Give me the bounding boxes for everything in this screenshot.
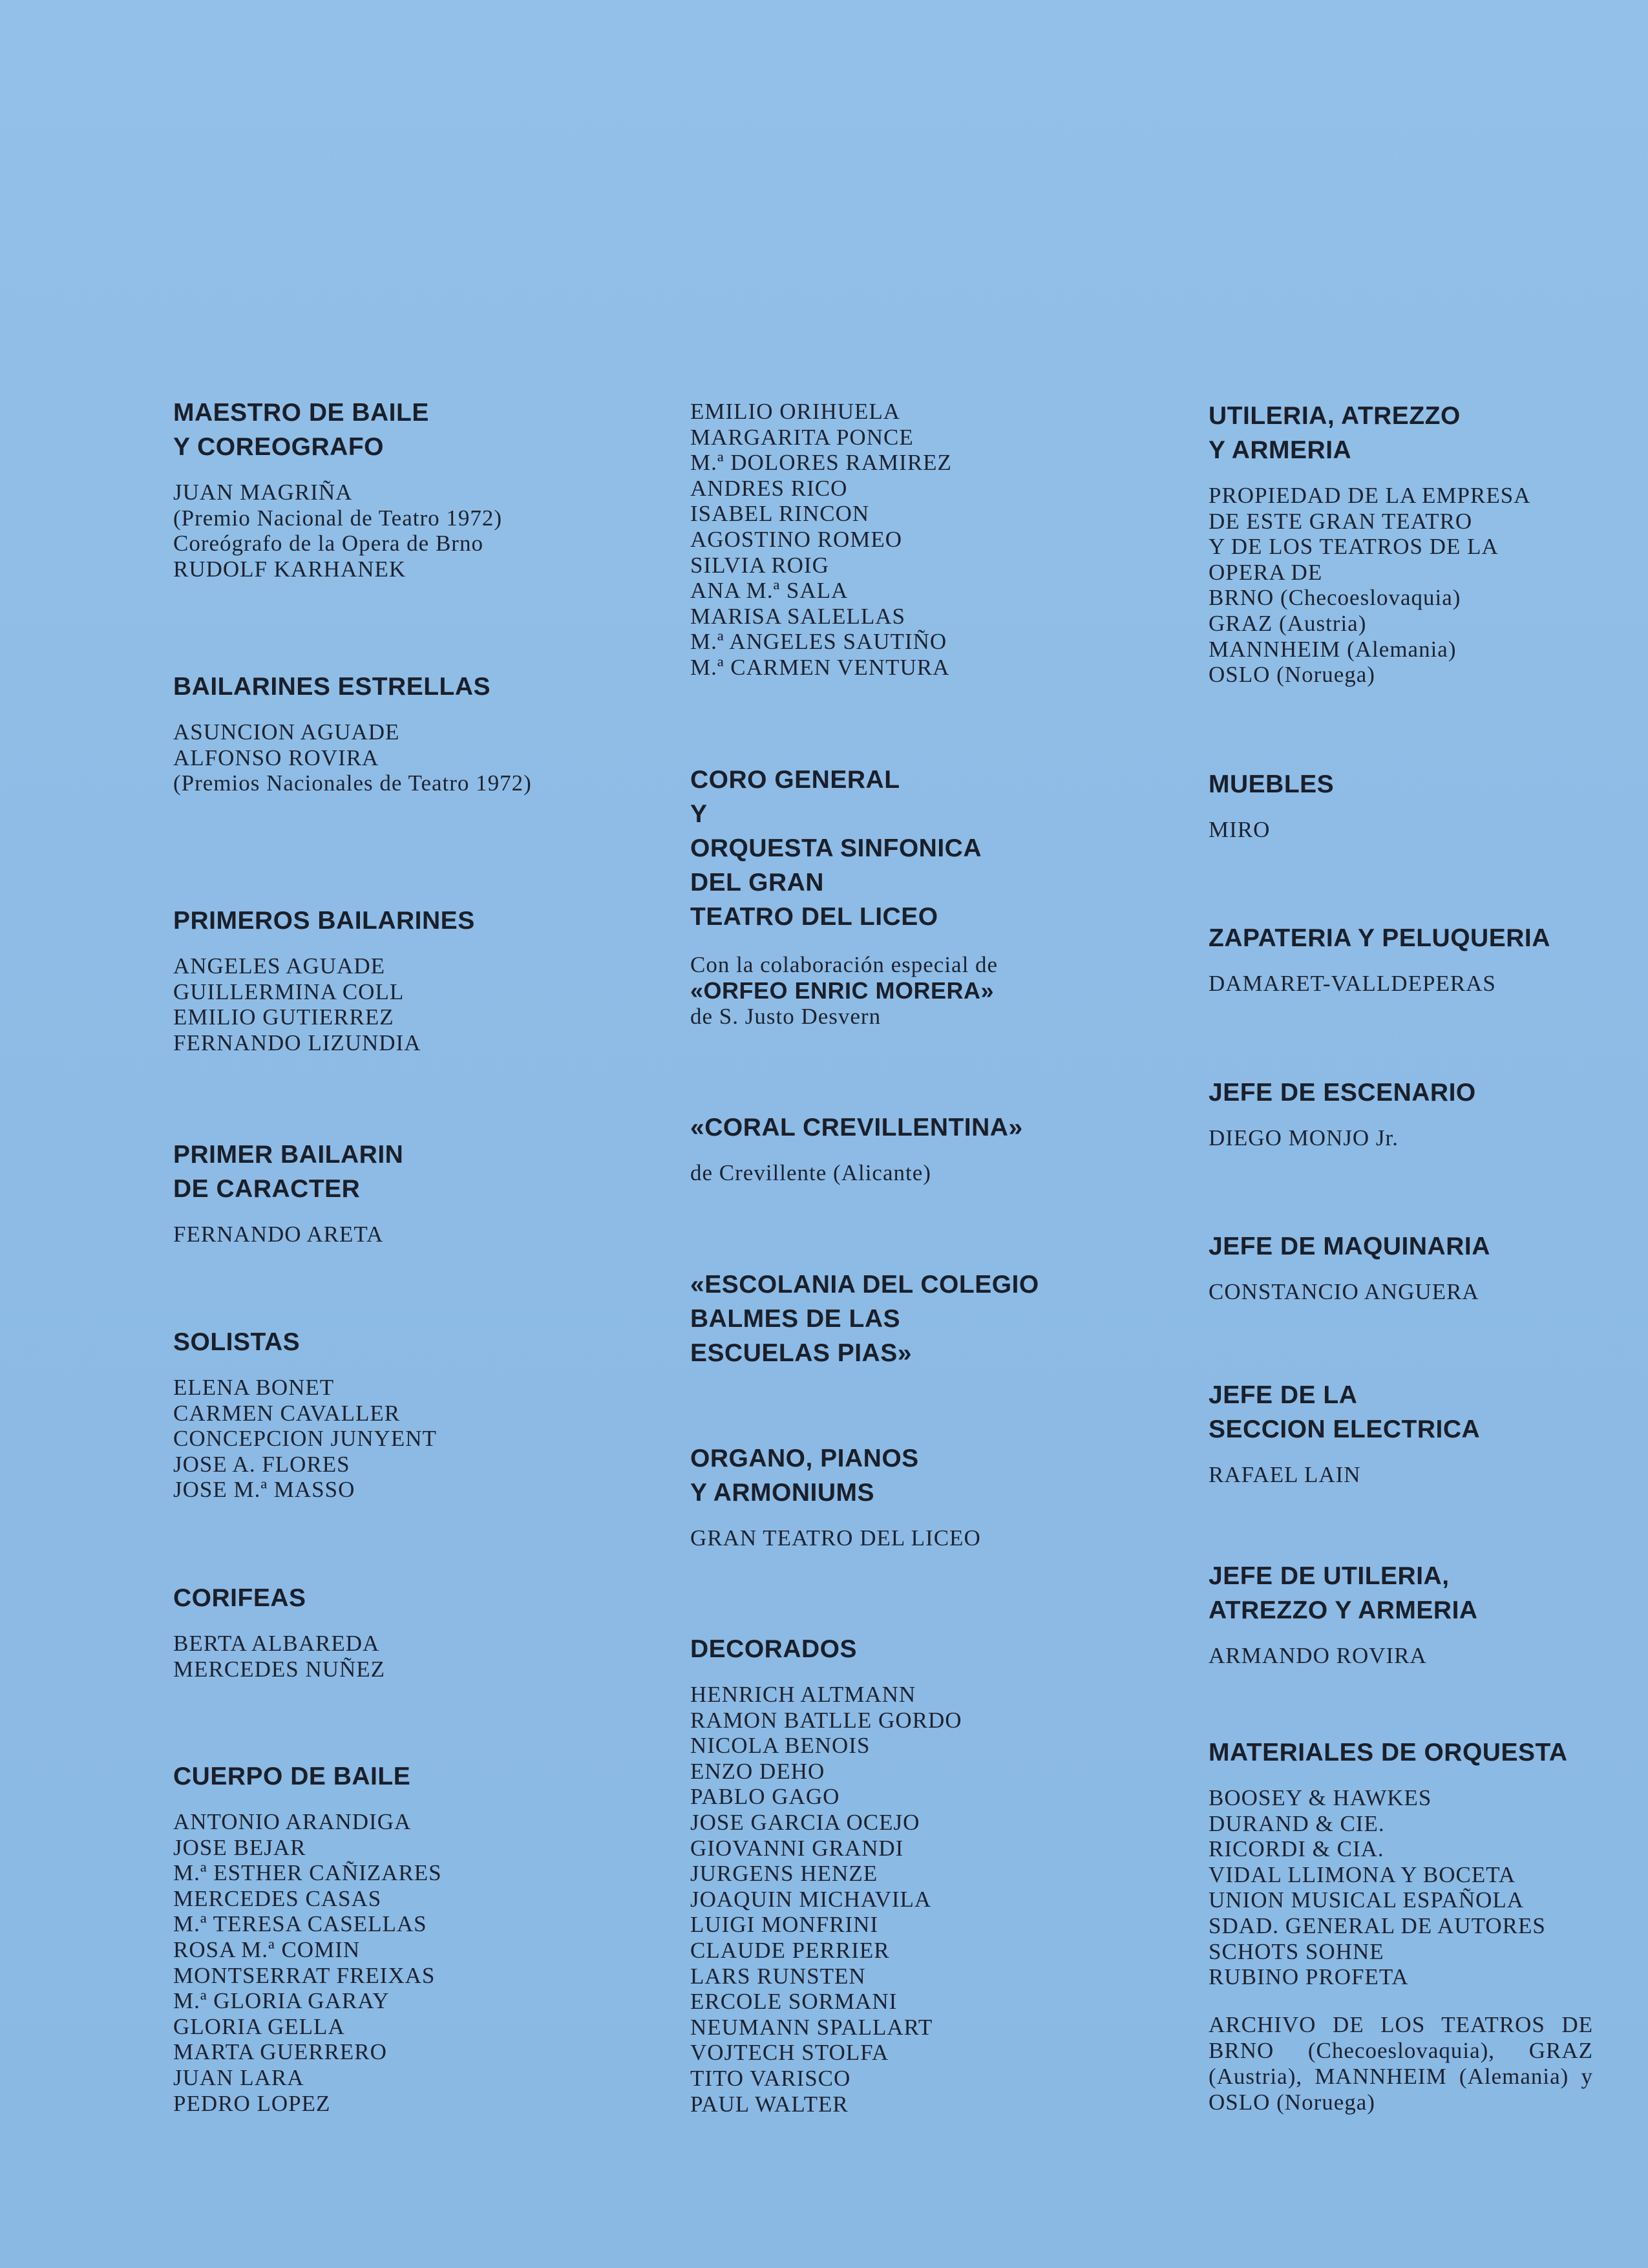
list-item: ANGELES AGUADE [173,953,386,979]
coro-orfeo-place: de S. Justo Desvern [690,1004,882,1029]
heading-escenario: JEFE DE ESCENARIO [1209,1079,1476,1107]
list-item: DIEGO MONJO Jr. [1209,1125,1399,1150]
list-item: MARGARITA PONCE [690,424,914,450]
list-item: MARISA SALELLAS [690,603,905,629]
list-item: Y DE LOS TEATROS DE LA [1209,534,1499,560]
list-electrica [1209,1462,1480,1488]
section-cuerpo-continued [690,399,952,681]
section-electrica [1209,1378,1480,1488]
list-item: MARTA GUERRERO [173,2039,387,2065]
list-escenario [1209,1125,1476,1151]
list-muebles [1209,817,1334,843]
list-item: ERCOLE SORMANI [690,1989,898,2015]
list-item: (Premio Nacional de Teatro 1972) [173,505,503,531]
list-item: CLAUDE PERRIER [690,1937,890,1963]
heading-cuerpo: CUERPO DE BAILE [173,1763,411,1790]
list-item: M.ª GLORIA GARAY [173,1988,390,2014]
list-item: FERNANDO ARETA [173,1222,384,1247]
list-item: PABLO GAGO [690,1784,840,1810]
heading-zapateria: ZAPATERIA Y PELUQUERIA [1209,924,1550,952]
list-item: JURGENS HENZE [690,1861,878,1887]
list-item: BOOSEY & HAWKES [1209,1785,1432,1810]
list-item: BERTA ALBAREDA [173,1631,380,1656]
list-item: GUILLERMINA COLL [173,979,405,1004]
list-item: MIRO [1209,817,1271,842]
coro-collab: Con la colaboración especial de [690,952,998,977]
list-corifeas [173,1631,385,1682]
list-organo [690,1525,981,1551]
heading-organo: ORGANO, PIANOS Y ARMONIUMS [690,1445,919,1507]
list-item: GLORIA GELLA [173,2013,345,2039]
section-primeros [173,904,475,1055]
list-item: GRAZ (Austria) [1209,610,1367,636]
list-item: MERCEDES CASAS [173,1885,382,1911]
list-item: M.ª ANGELES SAUTIÑO [690,629,947,655]
list-item: SCHOTS SOHNE [1209,1938,1384,1964]
list-item: RICORDI & CIA. [1209,1836,1384,1862]
section-escolania [690,1267,1039,1370]
list-maestro [173,480,502,582]
list-estrellas [173,719,558,770]
list-item: JOSE M.ª MASSO [173,1477,355,1503]
heading-electrica: JEFE DE LA SECCION ELECTRICA [1209,1381,1481,1443]
section-coral [690,1110,1023,1186]
heading-materiales: MATERIALES DE ORQUESTA [1209,1739,1568,1766]
section-materiales [1209,1735,1593,2115]
list-item: UNION MUSICAL ESPAÑOLA [1209,1887,1525,1913]
heading-maquinaria: JEFE DE MAQUINARIA [1209,1233,1490,1260]
heading-corifeas: CORIFEAS [173,1584,306,1612]
list-cuerpo [173,1809,442,2116]
list-item: PAUL WALTER [690,2091,849,2117]
list-item: M.ª ESTHER CAÑIZARES [173,1860,442,1886]
section-jefe-utileria [1209,1559,1478,1669]
list-item: JOSE A. FLORES [173,1451,350,1477]
list-item: JOAQUIN MICHAVILA [690,1886,932,1912]
section-escenario [1209,1076,1476,1151]
list-solistas [173,1375,437,1503]
materiales-archivo: ARCHIVO DE LOS TEATROS DE BRNO (Checoeslovaquia), GRAZ (Austria), MANNHEIM (Alemania) y OSLO (Noruega) [1209,2011,1593,2115]
list-item: AGOSTINO ROMEO [690,526,903,552]
section-caracter [173,1138,403,1247]
list-item: ENZO DEHO [690,1758,825,1784]
list-item: OSLO (Noruega) [1209,662,1375,688]
section-coro [690,763,998,1030]
list-item: VIDAL LLIMONA Y BOCETA [1209,1861,1516,1887]
list-primeros [173,953,475,1055]
list-item: SDAD. GENERAL DE AUTORES [1209,1913,1546,1938]
list-item: HENRICH ALTMANN [690,1682,916,1707]
list-caracter [173,1222,403,1247]
list-item: DURAND & CIE. [1209,1810,1385,1836]
estrellas-note: (Premios Nacionales de Teatro 1972) [173,770,532,796]
heading-solistas: SOLISTAS [173,1328,301,1356]
list-item: M.ª CARMEN VENTURA [690,654,950,680]
heading-jefe-utileria: JEFE DE UTILERIA, ATREZZO Y ARMERIA [1209,1562,1478,1624]
heading-decorados: DECORADOS [690,1635,858,1663]
list-item: LARS RUNSTEN [690,1963,866,1989]
list-item: SILVIA ROIG [690,552,829,578]
list-item: EMILIO ORIHUELA [690,399,901,424]
list-cuerpo-continued [690,399,952,681]
list-item: Coreógrafo de la Opera de Brno [173,531,483,556]
list-item: ARMANDO ROVIRA [1209,1643,1427,1668]
list-item: ANA M.ª SALA [690,578,849,604]
list-item: ISABEL RINCON [690,501,870,527]
list-item: M.ª TERESA CASELLAS [173,1911,427,1937]
heading-primeros: PRIMEROS BAILARINES [173,907,475,935]
heading-utileria: UTILERIA, ATREZZO Y ARMERIA [1209,402,1461,464]
list-item: NICOLA BENOIS [690,1733,871,1759]
list-item: MANNHEIM (Alemania) [1209,636,1457,662]
list-utileria [1209,483,1530,688]
list-item: JUAN MAGRIÑA [173,480,353,505]
list-maquinaria [1209,1279,1490,1305]
list-item: M.ª DOLORES RAMIREZ [690,450,952,476]
heading-escolania: «ESCOLANIA DEL COLEGIO BALMES DE LAS ESCUELAS PIAS» [690,1271,1039,1367]
list-coral [690,1160,1023,1186]
list-jefe-utileria [1209,1643,1478,1669]
list-item: PROPIEDAD DE LA EMPRESA [1209,483,1531,508]
list-item: LUIGI MONFRINI [690,1912,879,1938]
list-item: OPERA DE [1209,559,1323,585]
list-item: NEUMANN SPALLART [690,2014,933,2040]
list-item: CONCEPCION JUNYENT [173,1426,437,1452]
list-item: ALFONSO ROVIRA [173,745,379,770]
list-item: GIOVANNI GRANDI [690,1835,904,1861]
list-zapateria [1209,971,1550,997]
list-item: CONSTANCIO ANGUERA [1209,1279,1479,1304]
heading-coro: CORO GENERAL Y ORQUESTA SINFONICA DEL GRAN TEATRO DEL LICEO [690,766,982,931]
list-item: TITO VARISCO [690,2065,851,2091]
list-item: RAMON BATLLE GORDO [690,1707,962,1733]
section-cuerpo [173,1759,442,2116]
section-organo [690,1441,981,1551]
section-zapateria [1209,921,1550,997]
coro-orfeo: «ORFEO ENRIC MORERA» [690,977,995,1004]
heading-caracter: PRIMER BAILARIN DE CARACTER [173,1141,404,1203]
heading-maestro: MAESTRO DE BAILE Y COREOGRAFO [173,399,429,461]
section-maquinaria [1209,1229,1490,1305]
list-item: JOSE BEJAR [173,1834,306,1860]
section-muebles [1209,767,1334,843]
section-corifeas [173,1581,385,1682]
list-item: RUBINO PROFETA [1209,1964,1409,1990]
list-item: EMILIO GUTIERREZ [173,1004,394,1030]
list-item: MERCEDES NUÑEZ [173,1656,386,1682]
list-item: MONTSERRAT FREIXAS [173,1962,436,1988]
section-utileria [1209,399,1530,688]
list-item: ANDRES RICO [690,475,848,501]
list-item: FERNANDO LIZUNDIA [173,1030,421,1055]
list-item: DE ESTE GRAN TEATRO [1209,508,1473,534]
list-item: PEDRO LOPEZ [173,2090,331,2116]
list-item: ROSA M.ª COMIN [173,1936,361,1962]
heading-coral: «CORAL CREVILLENTINA» [690,1114,1023,1141]
list-materiales [1209,1785,1593,1990]
list-item: ELENA BONET [173,1375,335,1400]
list-item: de Crevillente (Alicante) [690,1160,931,1185]
list-item: GRAN TEATRO DEL LICEO [690,1525,981,1551]
heading-muebles: MUEBLES [1209,770,1335,798]
list-decorados [690,1682,962,2117]
section-estrellas [173,670,558,796]
list-item: CARMEN CAVALLER [173,1400,401,1426]
list-item: RUDOLF KARHANEK [173,556,407,582]
list-item: ANTONIO ARANDIGA [173,1809,412,1834]
list-item: DAMARET-VALLDEPERAS [1209,971,1496,996]
heading-estrellas: BAILARINES ESTRELLAS [173,673,491,701]
list-item: JOSE GARCIA OCEJO [690,1809,920,1835]
section-maestro [173,396,502,582]
list-item: ASUNCION AGUADE [173,719,400,745]
list-item: RAFAEL LAIN [1209,1462,1361,1487]
section-solistas [173,1325,437,1503]
list-item: BRNO (Checoeslovaquia) [1209,585,1461,611]
list-item: JUAN LARA [173,2064,304,2090]
section-decorados [690,1632,962,2117]
list-item: VOJTECH STOLFA [690,2040,889,2066]
